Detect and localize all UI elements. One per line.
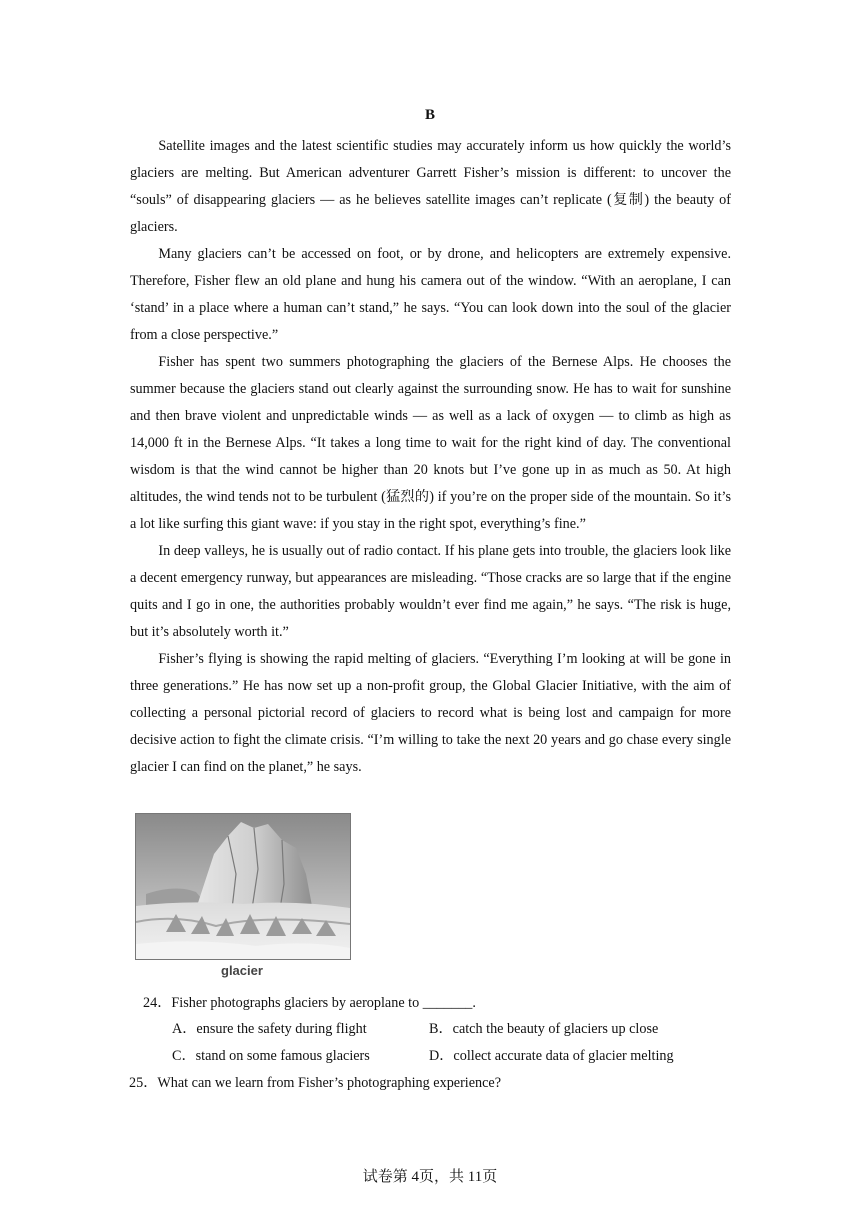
passage-paragraph: Fisher’s flying is showing the rapid melting of glaciers. “Everything I’m looking at will be gone in three generations.” He has now set up a non-profit group, the Global Glacier Initiative, with the aim of collecting a personal pictorial record of glaciers to record what is being lost and campaign for more decisive action to fight the climate crisis. “I’m willing to take the next 20 years and go chase every single glacier I can find on the planet,” he says.: [130, 651, 731, 775]
question-24-option-d: D．collect accurate data of glacier melting: [429, 1048, 674, 1064]
question-24-option-c: C．stand on some famous glaciers: [172, 1048, 370, 1064]
page-footer: 试卷第 4页，共 11页: [362, 1169, 498, 1185]
passage-paragraph: Satellite images and the latest scientific studies may accurately inform us how quickly the world’s glaciers are melting. But American adventurer Garrett Fisher’s mission is different: to uncover the “souls” of disappearing glaciers — as he believes satellite images can’t replicate (复制) the beauty of glaciers.: [130, 138, 731, 235]
reading-passage: [130, 133, 731, 781]
question-24-stem: 24．Fisher photographs glaciers by aeroplane to _______.: [143, 995, 476, 1011]
passage-paragraph: In deep valleys, he is usually out of radio contact. If his plane gets into trouble, the glaciers look like a decent emergency runway, but appearances are misleading. “Those cracks are so large that if the engine quits and I go in one, the authorities probably wouldn’t ever find me again,” he says. “The risk is huge, but it’s absolutely worth it.”: [130, 543, 731, 640]
question-24-option-b: B．catch the beauty of glaciers up close: [429, 1021, 659, 1037]
question-25-stem: 25．What can we learn from Fisher’s photographing experience?: [129, 1075, 502, 1091]
glacier-photo-drawing: [136, 814, 350, 959]
passage-paragraph: Many glaciers can’t be accessed on foot, or by drone, and helicopters are extremely expensive. Therefore, Fisher flew an old plane and hung his camera out of the window. “With an aeroplane, I can ‘stand’ in a place where a human can’t stand,” he says. “You can look down into the soul of the glacier from a close perspective.”: [130, 246, 731, 343]
question-24-option-a: A．ensure the safety during flight: [172, 1021, 367, 1037]
section-title: B: [424, 107, 435, 123]
figure-caption: glacier: [221, 963, 263, 978]
passage-paragraph: Fisher has spent two summers photographing the glaciers of the Bernese Alps. He chooses the summer because the glaciers stand out clearly against the surrounding snow. He has to wait for sunshine and then brave violent and unpredictable winds — as well as a lack of oxygen — to climb as high as 14,000 ft in the Bernese Alps. “It takes a long time to wait for the right kind of day. The conventional wisdom is that the wind cannot be higher than 20 knots but I’ve gone up in as much as 50. At high altitudes, the wind tends not to be turbulent (猛烈的) if you’re on the proper side of the mountain. So it’s a lot like surfing this giant wave: if you stay in the right spot, everything’s fine.”: [130, 354, 731, 532]
glacier-photo: [135, 813, 351, 960]
